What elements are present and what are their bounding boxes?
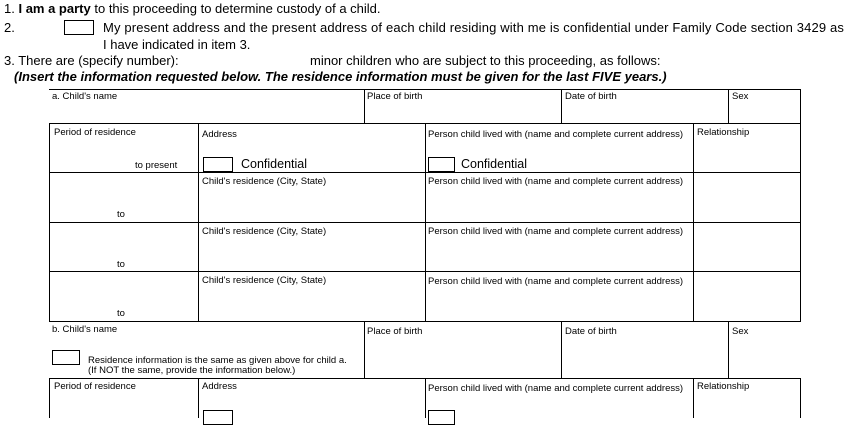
number-of-children-field[interactable]: [195, 54, 303, 69]
same-residence-line2: (If NOT the same, provide the information below.): [88, 365, 296, 376]
child-residence-field[interactable]: [202, 240, 422, 268]
child-b-address-confidential-checkbox[interactable]: [203, 410, 233, 425]
person-lived-with-field[interactable]: [428, 240, 690, 268]
to-label: to: [117, 259, 125, 270]
child-a-dob-label: Date of birth: [565, 91, 617, 102]
item3-suffix: minor children who are subject to this proceeding, as follows:: [310, 53, 661, 68]
child-a-person-label: Person child lived with (name and complete current address): [428, 129, 684, 140]
rule: [49, 89, 801, 90]
to-present-label: to present: [135, 160, 178, 171]
child-residence-field[interactable]: [202, 190, 422, 218]
item1-bold: I am a party: [18, 1, 91, 16]
child-a-address-label: Address: [202, 129, 237, 140]
rule: [49, 378, 50, 418]
item1-text: to this proceeding to determine custody of a child.: [94, 1, 381, 16]
child-residence-field[interactable]: [202, 289, 422, 317]
period-from-field[interactable]: [54, 143, 124, 157]
child-b-sex-label: Sex: [732, 326, 749, 337]
child-b-dob-label: Date of birth: [565, 326, 617, 337]
person-lived-with-label: Person child lived with (name and complete current address): [428, 226, 684, 237]
item3-prefix: 3. There are (specify number):: [4, 53, 179, 68]
person-lived-with-field[interactable]: [428, 190, 690, 218]
child-b-name-field[interactable]: [52, 336, 360, 348]
item3-instruction: (Insert the information requested below. The residence information must be given for the last FIVE years.): [14, 69, 667, 84]
item1: [4, 1, 381, 16]
same-residence-line1: Residence information is the same as given above for child a.: [88, 355, 347, 366]
child-a-dob-field[interactable]: [565, 103, 725, 121]
child-a-sex-field[interactable]: [732, 103, 797, 121]
child-b-period-label: Period of residence: [54, 381, 136, 392]
child-a-name-field[interactable]: [52, 103, 360, 121]
rule: [198, 378, 199, 418]
rule: [425, 378, 426, 418]
person-confidential-label: Confidential: [461, 157, 528, 171]
child-residence-label: Child's residence (City, State): [202, 275, 327, 286]
child-b-place-label: Place of birth: [367, 326, 423, 337]
child-a-sex-label: Sex: [732, 91, 749, 102]
rule: [198, 123, 199, 322]
child-residence-label: Child's residence (City, State): [202, 226, 327, 237]
person-lived-with-label: Person child lived with (name and complete current address): [428, 276, 684, 287]
rule: [800, 378, 801, 418]
rule: [561, 89, 562, 124]
child-a-relationship-label: Relationship: [697, 127, 750, 138]
child-a-place-label: Place of birth: [367, 91, 423, 102]
person-confidential-checkbox[interactable]: [428, 157, 455, 172]
period-from-field[interactable]: [54, 190, 194, 206]
rule: [49, 123, 50, 322]
child-b-person-confidential-checkbox[interactable]: [428, 410, 455, 425]
same-as-child-a-checkbox[interactable]: [52, 350, 80, 365]
address-confidential-label: Confidential: [241, 157, 308, 171]
child-b-name-label: b. Child's name: [52, 324, 118, 335]
rule: [561, 321, 562, 379]
rule: [693, 378, 694, 418]
relationship-field[interactable]: [697, 176, 797, 218]
child-b-person-label: Person child lived with (name and complete current address): [428, 383, 684, 394]
child-b-sex-field[interactable]: [732, 338, 797, 374]
item2-line2: I have indicated in item 3.: [103, 37, 251, 52]
child-b-dob-field[interactable]: [565, 338, 725, 374]
rule: [364, 89, 365, 124]
rule: [728, 321, 729, 379]
rule: [800, 89, 801, 124]
rule: [693, 123, 694, 322]
to-label: to: [117, 209, 125, 220]
person-lived-with-label: Person child lived with (name and complete current address): [428, 176, 684, 187]
item1-number: 1.: [4, 1, 15, 16]
confidential-address-checkbox[interactable]: [64, 20, 94, 35]
rule: [364, 321, 365, 379]
child-residence-label: Child's residence (City, State): [202, 176, 327, 187]
rule: [800, 123, 801, 322]
person-lived-with-field[interactable]: [428, 289, 690, 317]
rule: [728, 89, 729, 124]
rule: [425, 123, 426, 322]
child-b-relationship-label: Relationship: [697, 381, 750, 392]
period-from-field[interactable]: [54, 289, 194, 305]
relationship-field[interactable]: [697, 226, 797, 268]
item2-number: 2.: [4, 20, 15, 35]
child-a-period-label: Period of residence: [54, 127, 136, 138]
relationship-field[interactable]: [697, 143, 797, 169]
relationship-field[interactable]: [697, 275, 797, 317]
to-label: to: [117, 308, 125, 319]
child-b-address-label: Address: [202, 381, 237, 392]
item2-line1: My present address and the present address of each child residing with me is confidential under Family Code section 3429 as: [103, 20, 845, 35]
child-b-place-field[interactable]: [368, 338, 558, 374]
period-from-field[interactable]: [54, 240, 194, 256]
child-a-name-label: a. Child's name: [52, 91, 118, 102]
address-confidential-checkbox[interactable]: [203, 157, 233, 172]
child-a-place-field[interactable]: [368, 103, 558, 121]
